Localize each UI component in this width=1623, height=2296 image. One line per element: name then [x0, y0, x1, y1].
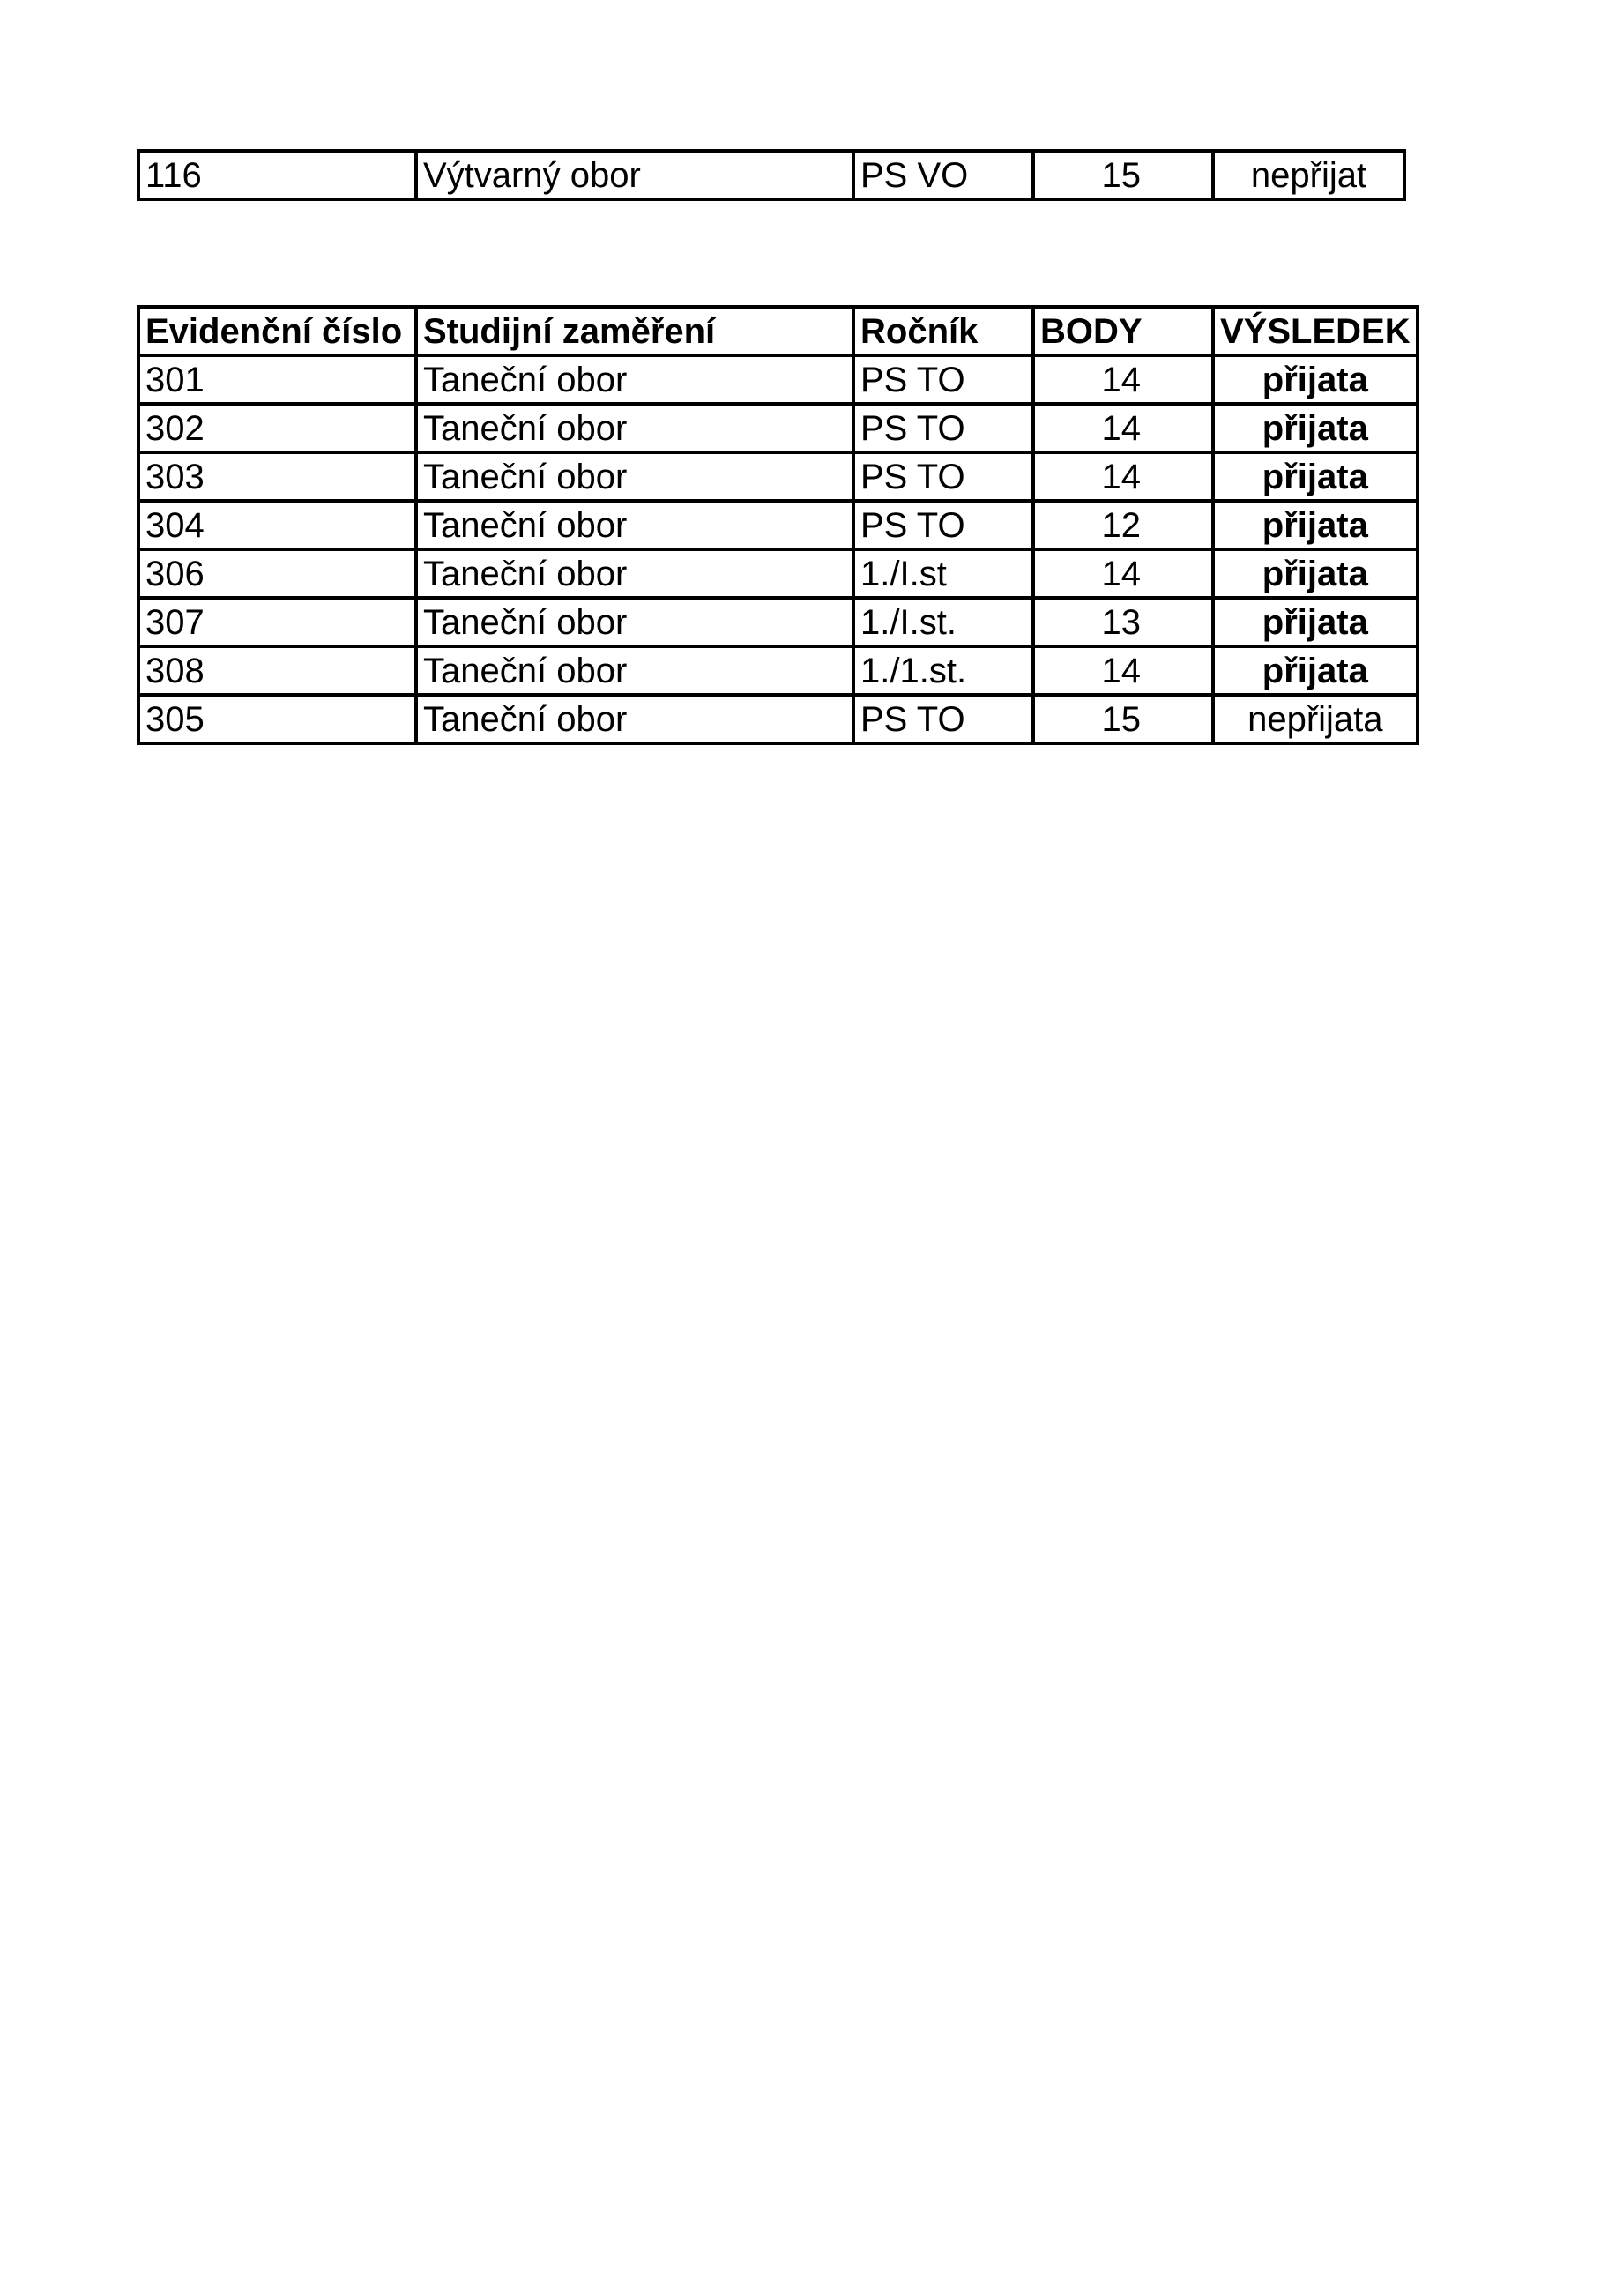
table-row: [138, 452, 1418, 501]
cell-evidencni-cislo: 116: [138, 151, 416, 199]
cell-body: 12: [1033, 501, 1213, 549]
cell-evidencni-cislo: 301: [138, 355, 416, 404]
cell-evidencni-cislo: 305: [138, 695, 416, 743]
cell-vysledek: přijata: [1213, 452, 1418, 501]
cell-rocnik: PS TO: [853, 452, 1033, 501]
results-table-body: [138, 151, 1404, 199]
cell-vysledek: nepřijat: [1213, 151, 1404, 199]
cell-studijni-zamereni: Taneční obor: [416, 549, 853, 598]
cell-vysledek: nepřijata: [1213, 695, 1418, 743]
cell-body: 14: [1033, 646, 1213, 695]
table-row: [138, 501, 1418, 549]
cell-studijni-zamereni: Taneční obor: [416, 646, 853, 695]
table-row: [138, 151, 1404, 199]
cell-vysledek: přijata: [1213, 549, 1418, 598]
cell-rocnik: PS TO: [853, 404, 1033, 452]
cell-rocnik: PS TO: [853, 501, 1033, 549]
cell-body: 15: [1033, 695, 1213, 743]
results-table-dance: [137, 305, 1419, 745]
cell-studijni-zamereni: Taneční obor: [416, 452, 853, 501]
cell-rocnik: PS VO: [853, 151, 1033, 199]
cell-rocnik: 1./I.st: [853, 549, 1033, 598]
cell-studijni-zamereni: Taneční obor: [416, 355, 853, 404]
cell-body: 14: [1033, 452, 1213, 501]
table-row: [138, 549, 1418, 598]
header-body: BODY: [1033, 307, 1213, 355]
cell-rocnik: PS TO: [853, 355, 1033, 404]
table-row: [138, 695, 1418, 743]
cell-evidencni-cislo: 307: [138, 598, 416, 646]
header-evidencni-cislo: Evidenční číslo: [138, 307, 416, 355]
cell-studijni-zamereni: Taneční obor: [416, 598, 853, 646]
table-row: [138, 404, 1418, 452]
cell-vysledek: přijata: [1213, 355, 1418, 404]
cell-evidencni-cislo: 303: [138, 452, 416, 501]
cell-rocnik: 1./I.st.: [853, 598, 1033, 646]
cell-body: 15: [1033, 151, 1213, 199]
results-table-body: [138, 355, 1418, 743]
cell-vysledek: přijata: [1213, 501, 1418, 549]
cell-studijni-zamereni: Taneční obor: [416, 404, 853, 452]
cell-body: 14: [1033, 404, 1213, 452]
cell-rocnik: 1./1.st.: [853, 646, 1033, 695]
cell-evidencni-cislo: 306: [138, 549, 416, 598]
cell-evidencni-cislo: 308: [138, 646, 416, 695]
cell-evidencni-cislo: 304: [138, 501, 416, 549]
cell-evidencni-cislo: 302: [138, 404, 416, 452]
cell-studijni-zamereni: Výtvarný obor: [416, 151, 853, 199]
cell-body: 14: [1033, 355, 1213, 404]
table-row: [138, 355, 1418, 404]
table-row: [138, 598, 1418, 646]
results-table-visual-arts: [137, 149, 1406, 201]
cell-vysledek: přijata: [1213, 646, 1418, 695]
cell-vysledek: přijata: [1213, 598, 1418, 646]
cell-studijni-zamereni: Taneční obor: [416, 695, 853, 743]
cell-rocnik: PS TO: [853, 695, 1033, 743]
cell-vysledek: přijata: [1213, 404, 1418, 452]
header-vysledek: VÝSLEDEK: [1213, 307, 1418, 355]
header-rocnik: Ročník: [853, 307, 1033, 355]
cell-studijni-zamereni: Taneční obor: [416, 501, 853, 549]
cell-body: 14: [1033, 549, 1213, 598]
cell-body: 13: [1033, 598, 1213, 646]
table-row: [138, 646, 1418, 695]
header-row: [138, 307, 1418, 355]
header-studijni-zamereni: Studijní zaměření: [416, 307, 853, 355]
